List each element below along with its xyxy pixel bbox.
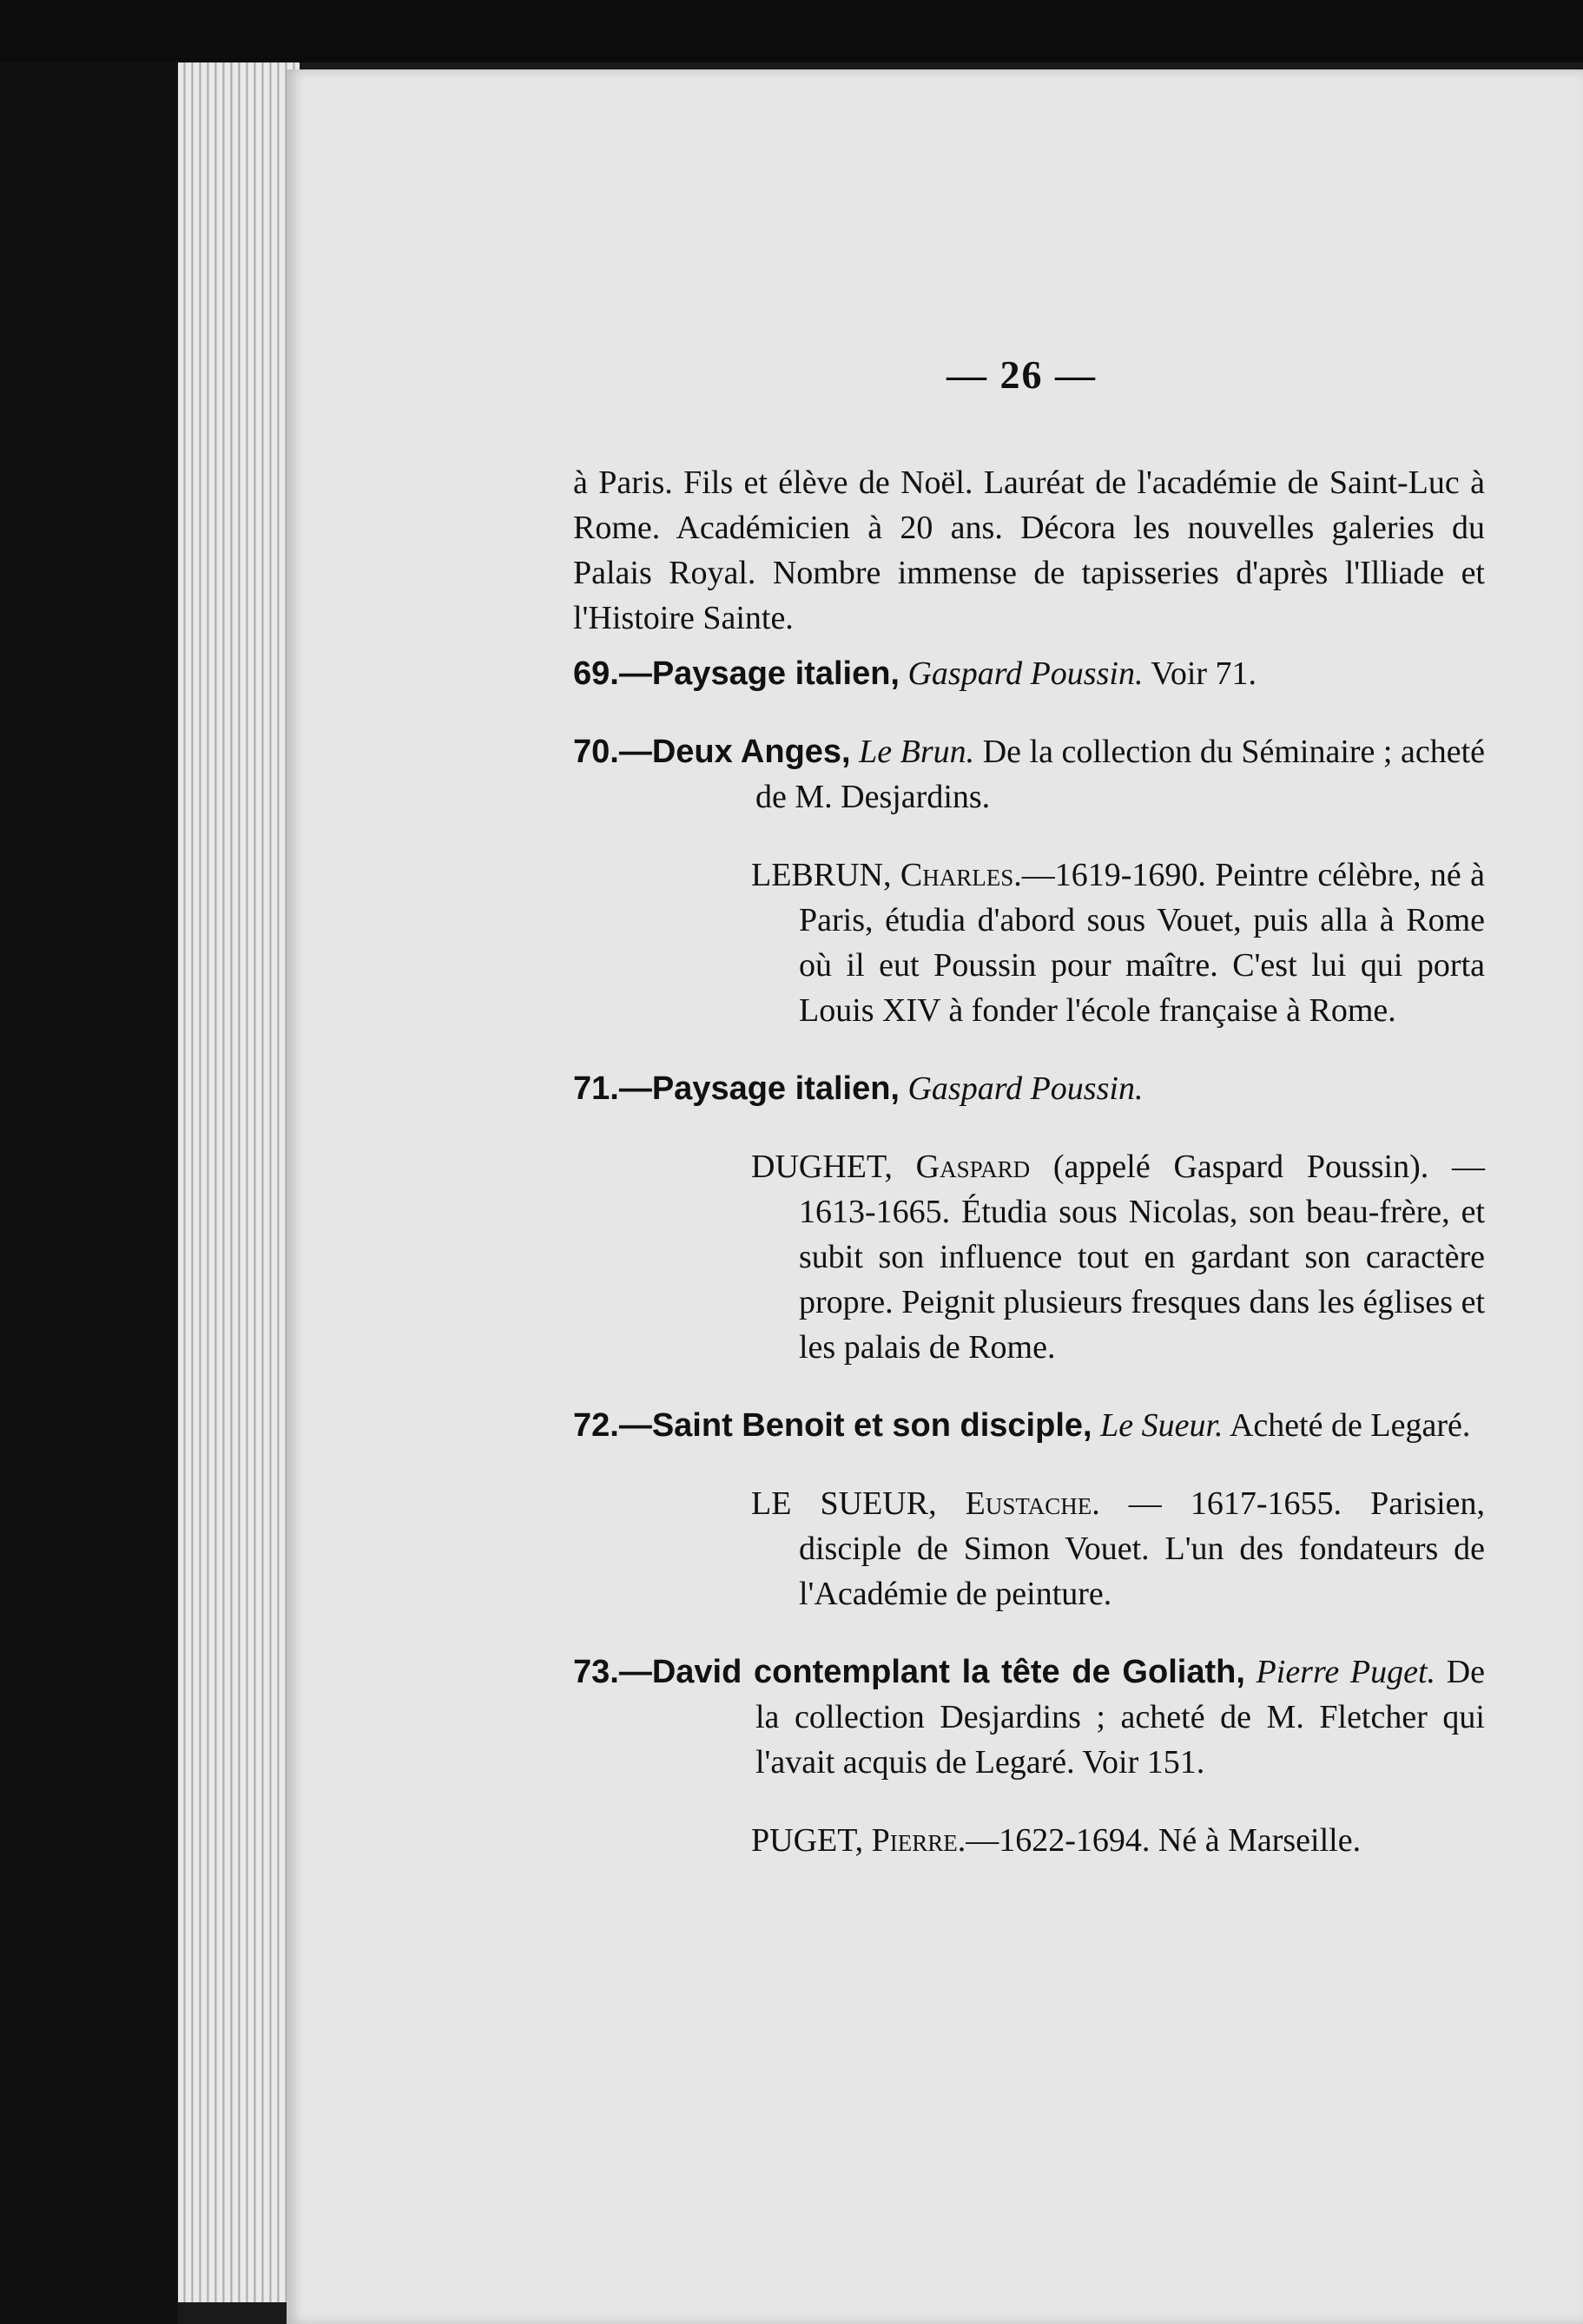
- entry-title: Saint Benoit et son disciple,: [651, 1407, 1092, 1444]
- catalog-entry-73: [573, 1649, 1485, 1785]
- bio-name: DUGHET, Gaspard: [751, 1149, 1031, 1185]
- entry-number: 70.—: [573, 734, 652, 770]
- entry-title: David contemplant la tête de Goliath,: [651, 1654, 1245, 1690]
- catalog-entry-72: [573, 1403, 1485, 1448]
- artist-bio-puget: [573, 1818, 1485, 1863]
- entry-note: De la collection du Séminaire ; acheté de M. Desjardins.: [755, 734, 1486, 815]
- page-number: — 26 —: [947, 352, 1097, 397]
- bio-name: PUGET, Pierre.: [751, 1822, 966, 1859]
- scan-border-left: [0, 0, 178, 2324]
- lead-paragraph: à Paris. Fils et élève de Noël. Lauréat de l'académie de Saint-Luc à Rome. Académicien à 20 ans. Décora les nouvelles galeries du Palais Royal. Nombre immense de tapisseries d'après l'Illiade et l'Histoire Sainte.: [573, 464, 1485, 636]
- entry-number: 72.—: [573, 1407, 652, 1444]
- catalog-entry-71: [573, 1066, 1485, 1111]
- artist-bio-lebrun: [573, 853, 1485, 1033]
- entry-number: 71.—: [573, 1070, 652, 1107]
- bio-text: — 1617-1655. Parisien, disciple de Simon Vouet. L'un des fondateurs de l'Académie de peinture.: [799, 1485, 1486, 1612]
- entry-title: Paysage italien,: [651, 655, 900, 692]
- bio-text: —1619-1690. Peintre célèbre, né à Paris, étudia d'abord sous Vouet, puis alla à Rome où il eut Poussin pour maître. C'est lui qui porta Louis XIV à fonder l'école française à Rome.: [799, 857, 1485, 1029]
- entry-note: Acheté de Legaré.: [1229, 1407, 1471, 1444]
- artist-bio-lesueur: [573, 1481, 1485, 1616]
- entry-number: 73.—: [573, 1654, 652, 1690]
- bio-text: —1622-1694. Né à Marseille.: [966, 1822, 1362, 1859]
- entry-artist: Le Brun.: [859, 734, 975, 770]
- page-edges: [178, 63, 300, 2302]
- page-content: [573, 460, 1485, 1896]
- entry-title: Deux Anges,: [651, 734, 851, 770]
- catalog-entry-70: [573, 729, 1485, 820]
- entry-artist: Pierre Puget.: [1256, 1654, 1436, 1690]
- bio-name: LE SUEUR, Eustache.: [751, 1485, 1100, 1522]
- scan-border-top: [0, 0, 1583, 63]
- entry-note: De la collection Desjardins ; acheté de M. Fletcher qui l'avait acquis de Legaré. Voir 151.: [755, 1654, 1485, 1781]
- entry-note: Voir 71.: [1151, 655, 1257, 692]
- bio-text: (appelé Gaspard Poussin). — 1613-1665. Étudia sous Nicolas, son beau-frère, et subit son influence tout en gardant son caractère propre. Peignit plusieurs fresques dans les églises et les palais de Rome.: [799, 1149, 1486, 1366]
- bio-name: LEBRUN, Charles.: [751, 857, 1022, 893]
- entry-artist: Gaspard Poussin.: [907, 655, 1144, 692]
- entry-artist: Le Sueur.: [1100, 1407, 1224, 1444]
- entry-artist: Gaspard Poussin.: [907, 1070, 1144, 1107]
- entry-number: 69.—: [573, 655, 652, 692]
- entry-title: Paysage italien,: [651, 1070, 900, 1107]
- catalog-entry-69: [573, 651, 1485, 696]
- artist-bio-dughet: [573, 1144, 1485, 1370]
